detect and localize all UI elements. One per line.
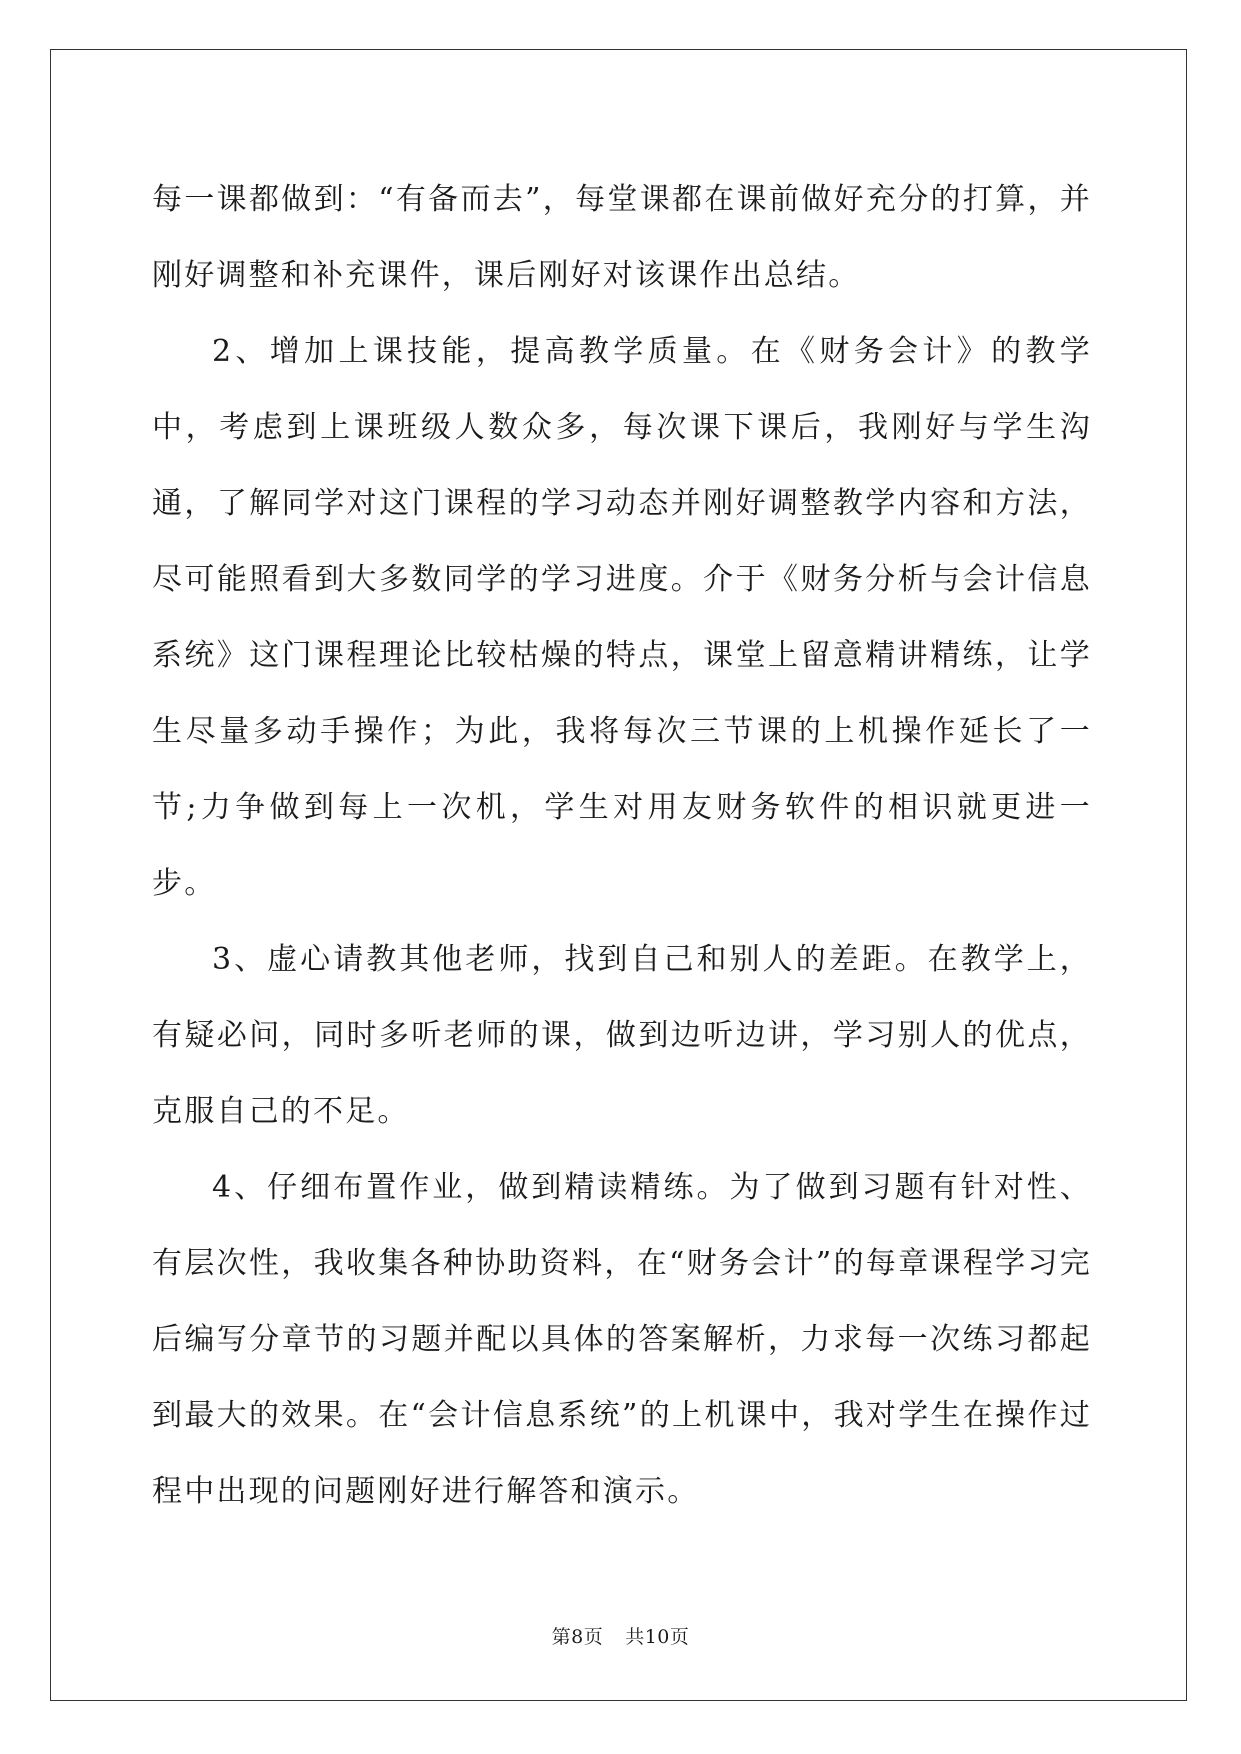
document-body: [152, 162, 1092, 1530]
paragraph-continuation: 每一课都做到：“有备而去”，每堂课都在课前做好充分的打算，并刚好调整和补充课件，课后刚好对该课作出总结。: [152, 182, 1092, 293]
paragraph-item-3: 3、虚心请教其他老师，找到自己和别人的差距。在教学上，有疑必问，同时多听老师的课，做到边听边讲，学习别人的优点，克服自己的不足。: [152, 942, 1092, 1129]
page-total: 共10页: [625, 1626, 690, 1648]
paragraph-item-2: 2、增加上课技能，提高教学质量。在《财务会计》的教学中，考虑到上课班级人数众多，每次课下课后，我刚好与学生沟通，了解同学对这门课程的学习动态并刚好调整教学内容和方法，尽可能照看到大多数同学的学习进度。介于《财务分析与会计信息系统》这门课程理论比较枯燥的特点，课堂上留意精讲精练，让学生尽量多动手操作；为此，我将每次三节课的上机操作延长了一节;力争做到每上一次机，学生对用友财务软件的相识就更进一步。: [152, 334, 1092, 901]
page-number: 第8页: [551, 1626, 604, 1648]
page-footer: [0, 1622, 1241, 1649]
paragraph-item-4: 4、仔细布置作业，做到精读精练。为了做到习题有针对性、有层次性，我收集各种协助资料，在“财务会计”的每章课程学习完后编写分章节的习题并配以具体的答案解析，力求每一次练习都起到最大的效果。在“会计信息系统”的上机课中，我对学生在操作过程中出现的问题刚好进行解答和演示。: [152, 1170, 1092, 1509]
